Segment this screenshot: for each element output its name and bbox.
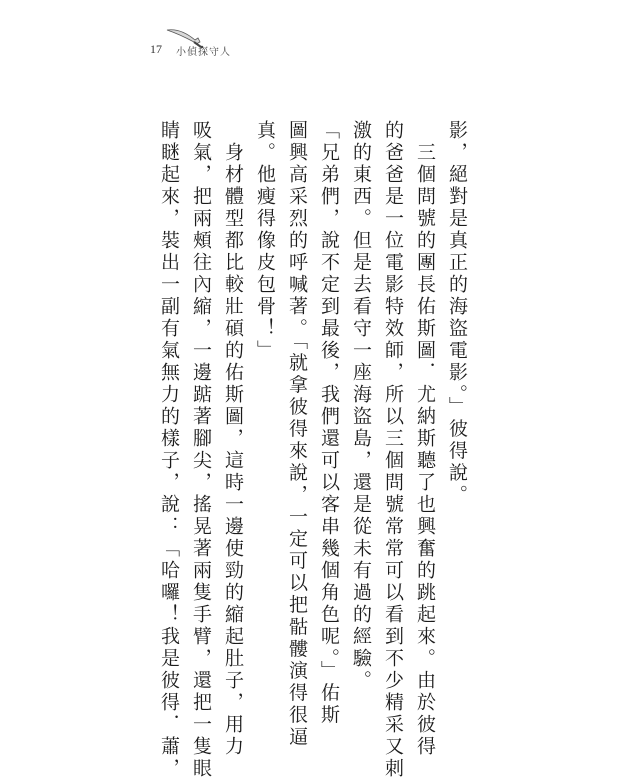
page-number: 17 <box>150 42 162 56</box>
book-title: 小偵探守人 <box>176 47 231 58</box>
text-column: 吸氣，把兩頰往內縮，一邊踮著腳尖，搖晃著兩隻手臂，還把一隻眼 <box>190 120 212 780</box>
text-column: 的爸爸是一位電影特效師，所以三個問號常常可以看到不少精采又刺 <box>382 120 404 780</box>
text-column: 真。他瘦得像皮包骨！」 <box>254 120 276 362</box>
text-column: 身材體型都比較壯碩的佑斯圖，這時一邊使勁的縮起肚子，用力 <box>222 120 244 758</box>
text-column: 影，絕對是真正的海盜電影。」彼得說。 <box>446 120 468 507</box>
text-column: 睛瞇起來，裝出一副有氣無力的樣子，說：「哈囉！我是彼得．蕭， <box>158 120 180 780</box>
text-column: 三個問號的團長佑斯圖．尤納斯聽了也興奮的跳起來。由於彼得 <box>414 120 436 758</box>
text-column: 激的東西。但是去看守一座海盜島，還是從未有過的經驗。 <box>350 120 372 692</box>
text-column: 「兄弟們，說不定到最後，我們還可以客串幾個角色呢。」佑斯 <box>318 120 340 727</box>
text-column: 圖興高采烈的呼喊著。「就拿彼得來說，一定可以把骷髏演得很逼 <box>286 120 308 749</box>
vertical-text-body <box>0 120 620 780</box>
